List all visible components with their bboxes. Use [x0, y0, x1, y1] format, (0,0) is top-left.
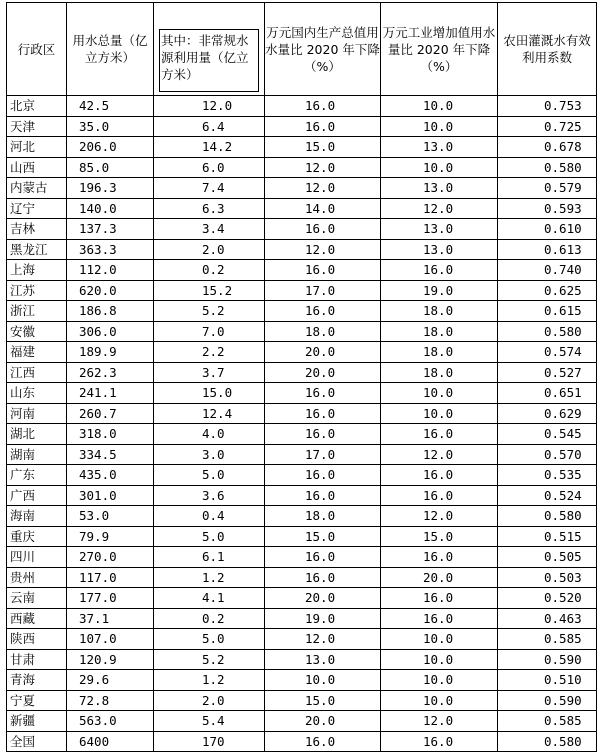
irrigation-cell: 0.579 [498, 178, 597, 199]
gdp-drop-cell: 15.0 [265, 137, 381, 158]
irrigation-cell: 0.580 [498, 731, 597, 752]
table-row [7, 137, 597, 158]
total-water-cell: 262.3 [67, 362, 154, 383]
irrigation-cell: 0.590 [498, 649, 597, 670]
gdp-drop-cell: 20.0 [265, 588, 381, 609]
gdp-drop-cell: 18.0 [265, 321, 381, 342]
irrigation-cell: 0.503 [498, 567, 597, 588]
nonconventional-cell: 0.2 [154, 608, 265, 629]
table-row [7, 116, 597, 137]
total-water-cell: 120.9 [67, 649, 154, 670]
industry-drop-cell: 13.0 [381, 219, 498, 240]
region-cell: 新疆 [7, 711, 67, 732]
region-cell: 河北 [7, 137, 67, 158]
gdp-drop-cell: 10.0 [265, 670, 381, 691]
table-row [7, 342, 597, 363]
industry-drop-cell: 10.0 [381, 403, 498, 424]
industry-drop-cell: 16.0 [381, 424, 498, 445]
irrigation-cell: 0.520 [498, 588, 597, 609]
industry-drop-cell: 16.0 [381, 485, 498, 506]
irrigation-cell: 0.753 [498, 96, 597, 117]
industry-drop-cell: 10.0 [381, 670, 498, 691]
region-cell: 辽宁 [7, 198, 67, 219]
total-water-cell: 112.0 [67, 260, 154, 281]
irrigation-cell: 0.740 [498, 260, 597, 281]
total-water-cell: 260.7 [67, 403, 154, 424]
nonconventional-cell: 6.3 [154, 198, 265, 219]
region-cell: 甘肃 [7, 649, 67, 670]
nonconventional-cell: 6.4 [154, 116, 265, 137]
gdp-drop-cell: 16.0 [265, 219, 381, 240]
table-row [7, 321, 597, 342]
total-water-cell: 37.1 [67, 608, 154, 629]
irrigation-cell: 0.580 [498, 321, 597, 342]
nonconventional-cell: 6.1 [154, 547, 265, 568]
region-cell: 青海 [7, 670, 67, 691]
irrigation-cell: 0.515 [498, 526, 597, 547]
table-row [7, 608, 597, 629]
table-body [7, 96, 597, 752]
nonconventional-cell: 15.2 [154, 280, 265, 301]
table-row [7, 526, 597, 547]
industry-drop-cell: 16.0 [381, 731, 498, 752]
irrigation-cell: 0.580 [498, 506, 597, 527]
header-gdp-drop: 万元国内生产总值用水量比 2020 年下降（%） [265, 3, 381, 96]
table-row [7, 301, 597, 322]
total-water-cell: 435.0 [67, 465, 154, 486]
header-nonconventional: 其中：非常规水源利用量（亿立方米） [159, 29, 259, 92]
table-row [7, 403, 597, 424]
total-water-cell: 620.0 [67, 280, 154, 301]
nonconventional-cell: 3.6 [154, 485, 265, 506]
table-row [7, 670, 597, 691]
region-cell: 吉林 [7, 219, 67, 240]
industry-drop-cell: 18.0 [381, 362, 498, 383]
industry-drop-cell: 10.0 [381, 629, 498, 650]
nonconventional-cell: 0.4 [154, 506, 265, 527]
table-row [7, 96, 597, 117]
gdp-drop-cell: 15.0 [265, 526, 381, 547]
table-row [7, 485, 597, 506]
total-water-cell: 140.0 [67, 198, 154, 219]
total-water-cell: 334.5 [67, 444, 154, 465]
gdp-drop-cell: 13.0 [265, 649, 381, 670]
total-water-cell: 189.9 [67, 342, 154, 363]
table-row [7, 690, 597, 711]
gdp-drop-cell: 16.0 [265, 403, 381, 424]
gdp-drop-cell: 16.0 [265, 731, 381, 752]
industry-drop-cell: 16.0 [381, 547, 498, 568]
industry-drop-cell: 12.0 [381, 444, 498, 465]
industry-drop-cell: 19.0 [381, 280, 498, 301]
region-cell: 全国 [7, 731, 67, 752]
total-water-cell: 137.3 [67, 219, 154, 240]
region-cell: 山东 [7, 383, 67, 404]
table-row [7, 424, 597, 445]
header-region: 行政区 [7, 3, 67, 96]
nonconventional-cell: 0.2 [154, 260, 265, 281]
gdp-drop-cell: 16.0 [265, 260, 381, 281]
gdp-drop-cell: 20.0 [265, 711, 381, 732]
industry-drop-cell: 16.0 [381, 608, 498, 629]
region-cell: 山西 [7, 157, 67, 178]
table-row [7, 465, 597, 486]
industry-drop-cell: 16.0 [381, 588, 498, 609]
table-row [7, 178, 597, 199]
gdp-drop-cell: 20.0 [265, 342, 381, 363]
region-cell: 贵州 [7, 567, 67, 588]
table-row [7, 157, 597, 178]
region-cell: 陕西 [7, 629, 67, 650]
industry-drop-cell: 10.0 [381, 690, 498, 711]
total-water-cell: 72.8 [67, 690, 154, 711]
nonconventional-cell: 12.4 [154, 403, 265, 424]
gdp-drop-cell: 17.0 [265, 444, 381, 465]
nonconventional-cell: 2.2 [154, 342, 265, 363]
irrigation-cell: 0.610 [498, 219, 597, 240]
nonconventional-cell: 3.4 [154, 219, 265, 240]
region-cell: 云南 [7, 588, 67, 609]
nonconventional-cell: 12.0 [154, 96, 265, 117]
irrigation-cell: 0.678 [498, 137, 597, 158]
gdp-drop-cell: 16.0 [265, 567, 381, 588]
nonconventional-cell: 5.0 [154, 629, 265, 650]
region-cell: 西藏 [7, 608, 67, 629]
table-row [7, 198, 597, 219]
region-cell: 天津 [7, 116, 67, 137]
irrigation-cell: 0.629 [498, 403, 597, 424]
region-cell: 北京 [7, 96, 67, 117]
industry-drop-cell: 10.0 [381, 96, 498, 117]
irrigation-cell: 0.524 [498, 485, 597, 506]
table-row [7, 567, 597, 588]
nonconventional-cell: 1.2 [154, 567, 265, 588]
total-water-cell: 117.0 [67, 567, 154, 588]
gdp-drop-cell: 16.0 [265, 301, 381, 322]
nonconventional-cell: 3.0 [154, 444, 265, 465]
table-header [7, 3, 597, 96]
industry-drop-cell: 16.0 [381, 260, 498, 281]
gdp-drop-cell: 16.0 [265, 465, 381, 486]
gdp-drop-cell: 12.0 [265, 629, 381, 650]
gdp-drop-cell: 12.0 [265, 157, 381, 178]
region-cell: 河南 [7, 403, 67, 424]
nonconventional-cell: 4.0 [154, 424, 265, 445]
region-cell: 湖北 [7, 424, 67, 445]
gdp-drop-cell: 18.0 [265, 506, 381, 527]
region-cell: 福建 [7, 342, 67, 363]
region-cell: 宁夏 [7, 690, 67, 711]
table-row [7, 280, 597, 301]
gdp-drop-cell: 16.0 [265, 424, 381, 445]
nonconventional-cell: 5.2 [154, 649, 265, 670]
industry-drop-cell: 18.0 [381, 342, 498, 363]
nonconventional-cell: 6.0 [154, 157, 265, 178]
industry-drop-cell: 18.0 [381, 301, 498, 322]
region-cell: 黑龙江 [7, 239, 67, 260]
gdp-drop-cell: 16.0 [265, 547, 381, 568]
nonconventional-cell: 7.4 [154, 178, 265, 199]
gdp-drop-cell: 12.0 [265, 178, 381, 199]
nonconventional-cell: 15.0 [154, 383, 265, 404]
table-row [7, 260, 597, 281]
total-water-cell: 35.0 [67, 116, 154, 137]
total-water-cell: 29.6 [67, 670, 154, 691]
irrigation-cell: 0.625 [498, 280, 597, 301]
gdp-drop-cell: 16.0 [265, 485, 381, 506]
total-water-cell: 241.1 [67, 383, 154, 404]
nonconventional-cell: 5.0 [154, 526, 265, 547]
table-row [7, 711, 597, 732]
nonconventional-cell: 3.7 [154, 362, 265, 383]
gdp-drop-cell: 15.0 [265, 690, 381, 711]
industry-drop-cell: 15.0 [381, 526, 498, 547]
industry-drop-cell: 10.0 [381, 157, 498, 178]
industry-drop-cell: 13.0 [381, 178, 498, 199]
irrigation-cell: 0.527 [498, 362, 597, 383]
gdp-drop-cell: 14.0 [265, 198, 381, 219]
nonconventional-cell: 5.4 [154, 711, 265, 732]
region-cell: 内蒙古 [7, 178, 67, 199]
irrigation-cell: 0.574 [498, 342, 597, 363]
water-use-table [6, 2, 597, 752]
industry-drop-cell: 16.0 [381, 465, 498, 486]
irrigation-cell: 0.585 [498, 629, 597, 650]
irrigation-cell: 0.570 [498, 444, 597, 465]
industry-drop-cell: 10.0 [381, 116, 498, 137]
header-irrigation: 农田灌溉水有效利用系数 [498, 3, 597, 96]
region-cell: 湖南 [7, 444, 67, 465]
irrigation-cell: 0.593 [498, 198, 597, 219]
region-cell: 江苏 [7, 280, 67, 301]
nonconventional-cell: 5.2 [154, 301, 265, 322]
region-cell: 广西 [7, 485, 67, 506]
total-water-cell: 363.3 [67, 239, 154, 260]
irrigation-cell: 0.615 [498, 301, 597, 322]
total-water-cell: 42.5 [67, 96, 154, 117]
table-row [7, 444, 597, 465]
nonconventional-cell: 2.0 [154, 239, 265, 260]
total-water-cell: 318.0 [67, 424, 154, 445]
total-water-cell: 301.0 [67, 485, 154, 506]
total-water-cell: 270.0 [67, 547, 154, 568]
gdp-drop-cell: 16.0 [265, 383, 381, 404]
total-water-cell: 186.8 [67, 301, 154, 322]
industry-drop-cell: 20.0 [381, 567, 498, 588]
region-cell: 广东 [7, 465, 67, 486]
nonconventional-cell: 4.1 [154, 588, 265, 609]
region-cell: 上海 [7, 260, 67, 281]
irrigation-cell: 0.535 [498, 465, 597, 486]
industry-drop-cell: 13.0 [381, 137, 498, 158]
irrigation-cell: 0.580 [498, 157, 597, 178]
irrigation-cell: 0.510 [498, 670, 597, 691]
irrigation-cell: 0.585 [498, 711, 597, 732]
total-water-cell: 563.0 [67, 711, 154, 732]
gdp-drop-cell: 12.0 [265, 239, 381, 260]
table-row [7, 649, 597, 670]
header-industry-drop: 万元工业增加值用水量比 2020 年下降（%） [381, 3, 498, 96]
region-cell: 海南 [7, 506, 67, 527]
irrigation-cell: 0.725 [498, 116, 597, 137]
table-row [7, 219, 597, 240]
irrigation-cell: 0.651 [498, 383, 597, 404]
gdp-drop-cell: 16.0 [265, 116, 381, 137]
table-row [7, 731, 597, 752]
irrigation-cell: 0.613 [498, 239, 597, 260]
total-water-cell: 85.0 [67, 157, 154, 178]
nonconventional-cell: 170 [154, 731, 265, 752]
nonconventional-cell: 7.0 [154, 321, 265, 342]
industry-drop-cell: 13.0 [381, 239, 498, 260]
region-cell: 重庆 [7, 526, 67, 547]
nonconventional-cell: 5.0 [154, 465, 265, 486]
total-water-cell: 306.0 [67, 321, 154, 342]
total-water-cell: 79.9 [67, 526, 154, 547]
region-cell: 江西 [7, 362, 67, 383]
table-row [7, 588, 597, 609]
total-water-cell: 196.3 [67, 178, 154, 199]
header-total-water: 用水总量（亿立方米） [67, 3, 154, 96]
total-water-cell: 107.0 [67, 629, 154, 650]
industry-drop-cell: 10.0 [381, 383, 498, 404]
region-cell: 安徽 [7, 321, 67, 342]
total-water-cell: 177.0 [67, 588, 154, 609]
table-row [7, 383, 597, 404]
irrigation-cell: 0.590 [498, 690, 597, 711]
industry-drop-cell: 18.0 [381, 321, 498, 342]
region-cell: 浙江 [7, 301, 67, 322]
table-row [7, 629, 597, 650]
industry-drop-cell: 12.0 [381, 198, 498, 219]
total-water-cell: 206.0 [67, 137, 154, 158]
gdp-drop-cell: 20.0 [265, 362, 381, 383]
nonconventional-cell: 1.2 [154, 670, 265, 691]
gdp-drop-cell: 17.0 [265, 280, 381, 301]
region-cell: 四川 [7, 547, 67, 568]
total-water-cell: 53.0 [67, 506, 154, 527]
nonconventional-cell: 2.0 [154, 690, 265, 711]
industry-drop-cell: 12.0 [381, 506, 498, 527]
irrigation-cell: 0.545 [498, 424, 597, 445]
industry-drop-cell: 12.0 [381, 711, 498, 732]
header-nonconventional-cell [154, 3, 265, 96]
table-row [7, 547, 597, 568]
irrigation-cell: 0.505 [498, 547, 597, 568]
table-row [7, 362, 597, 383]
table-row [7, 239, 597, 260]
nonconventional-cell: 14.2 [154, 137, 265, 158]
table-row [7, 506, 597, 527]
irrigation-cell: 0.463 [498, 608, 597, 629]
total-water-cell: 6400 [67, 731, 154, 752]
industry-drop-cell: 10.0 [381, 649, 498, 670]
gdp-drop-cell: 19.0 [265, 608, 381, 629]
gdp-drop-cell: 16.0 [265, 96, 381, 117]
